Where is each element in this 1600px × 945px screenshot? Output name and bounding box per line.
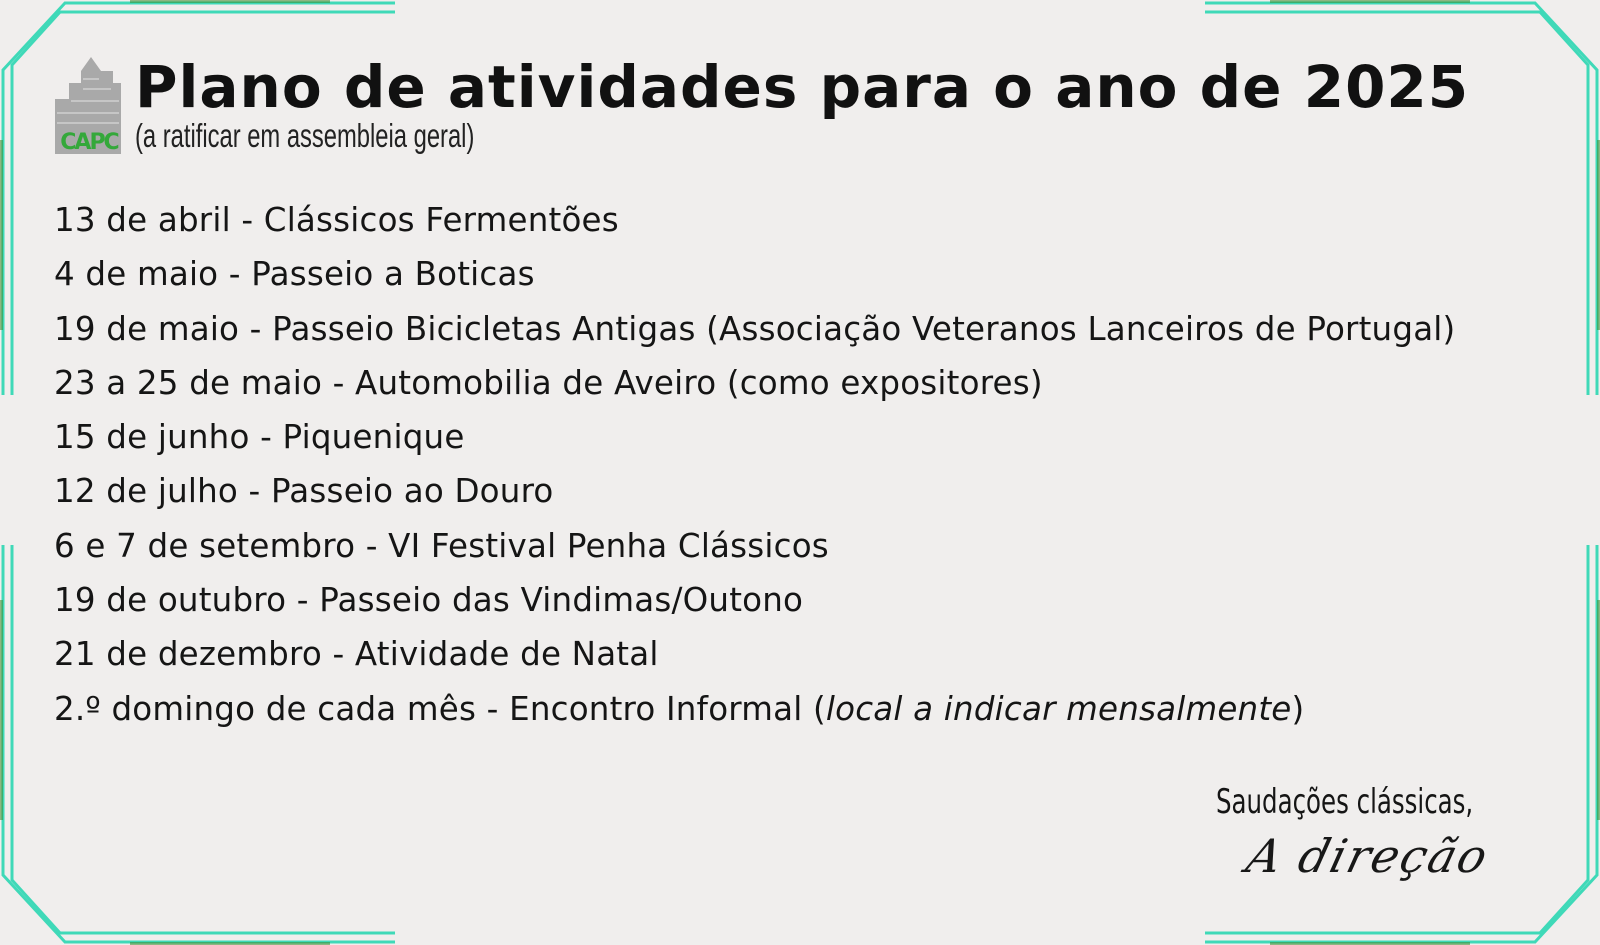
activity-item: 15 de junho - Piquenique — [54, 418, 465, 457]
activity-item: 13 de abril - Clássicos Fermentões — [54, 201, 619, 239]
logo-lettering: CAPC — [60, 130, 118, 155]
activity-item: 23 a 25 de maio - Automobilia de Aveiro (como expositores) — [54, 363, 1043, 402]
activity-note: local a indicar mensalmente — [825, 689, 1292, 728]
page-subtitle: (a ratificar em assembleia geral) — [135, 117, 475, 154]
greeting-text: Saudações clássicas, — [1216, 782, 1474, 822]
activity-list — [54, 193, 1455, 736]
activity-item: 21 de dezembro - Atividade de Natal — [54, 635, 659, 674]
activity-item — [54, 682, 1455, 736]
signature-text: A direção — [1241, 829, 1495, 883]
activity-text-end: ) — [1291, 689, 1305, 728]
activity-item: 6 e 7 de setembro - VI Festival Penha Clássicos — [54, 526, 829, 565]
activity-item: 19 de outubro - Passeio das Vindimas/Outono — [54, 581, 804, 620]
activity-item: 4 de maio - Passeio a Boticas — [54, 255, 535, 294]
club-logo — [53, 53, 125, 155]
activity-item: 19 de maio - Passeio Bicicletas Antigas (Associação Veteranos Lanceiros de Portugal) — [54, 309, 1456, 348]
page-title: Plano de atividades para o ano de 2025 — [135, 53, 1470, 121]
activity-item: 12 de julho - Passeio ao Douro — [54, 472, 554, 511]
activity-text: 2.º domingo de cada mês - Encontro Informal ( — [54, 689, 826, 728]
